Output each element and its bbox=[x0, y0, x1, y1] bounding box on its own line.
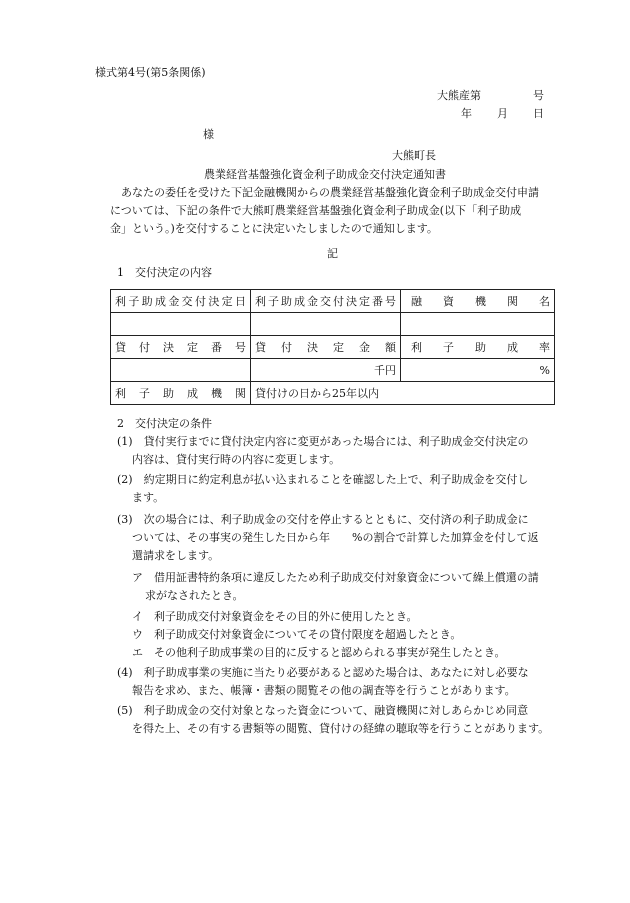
condition-3i: イ 利子助成交付対象資金をその目的外に使用したとき。 bbox=[132, 610, 418, 623]
intro-line-2: については、下記の条件で大熊町農業経営基盤強化資金利子助成金(以下「利子助成 bbox=[110, 204, 522, 217]
condition-3-line-3: 還請求をします。 bbox=[132, 549, 220, 562]
ki-heading: 記 bbox=[327, 247, 338, 260]
condition-3-line-2: ついては、その事実の発生した日から年 %の割合で計算した加算金を付して返 bbox=[132, 531, 539, 544]
cell-loan-decision-number bbox=[111, 359, 251, 382]
cell-subsidy-period: 貸付けの日から25年以内 bbox=[251, 382, 555, 405]
condition-1-line-2: 内容は、貸付実行時の内容に変更します。 bbox=[132, 453, 341, 466]
form-label: 様式第4号(第5条関係) bbox=[95, 66, 206, 79]
condition-1-line-1: (1) 貸付実行までに貸付決定内容に変更があった場合には、利子助成金交付決定の bbox=[117, 435, 529, 448]
intro-paragraph bbox=[110, 184, 539, 238]
condition-2-line-2: ます。 bbox=[132, 491, 165, 504]
condition-5-line-1: (5) 利子助成金の交付対象となった資金について、融資機関に対しあらかじめ同意 bbox=[117, 704, 529, 717]
document-number-prefix: 大熊産第 bbox=[437, 89, 481, 102]
date-day: 日 bbox=[533, 107, 544, 120]
decision-table bbox=[110, 289, 555, 405]
header-subsidy-period: 利子助成機関 bbox=[111, 382, 251, 405]
condition-4-line-1: (4) 利子助成事業の実施に当たり必要があると認めた場合は、あなたに対し必要な bbox=[117, 666, 529, 679]
cell-financial-institution bbox=[401, 313, 555, 336]
cell-subsidy-rate-unit: % bbox=[401, 359, 555, 382]
issuer: 大熊町長 bbox=[392, 149, 436, 162]
condition-3a-line-1: ア 借用証書特約条項に違反したため利子助成交付対象資金について繰上償還の請 bbox=[132, 571, 539, 584]
addressee-suffix: 様 bbox=[203, 128, 214, 141]
intro-line-3: 金」という。)を交付することに決定いたしましたので通知します。 bbox=[110, 222, 438, 235]
document-title: 農業経営基盤強化資金利子助成金交付決定通知書 bbox=[204, 168, 446, 181]
header-loan-decision-number: 貸付決定番号 bbox=[111, 336, 251, 359]
header-financial-institution: 融資機関名 bbox=[401, 290, 555, 313]
document-number-suffix: 号 bbox=[533, 89, 544, 102]
section1-heading: 1 交付決定の内容 bbox=[117, 266, 212, 279]
date-month: 月 bbox=[497, 107, 508, 120]
condition-3e: エ その他利子助成事業の目的に反すると認められる事実が発生したとき。 bbox=[132, 646, 506, 659]
condition-4-line-2: 報告を求め、また、帳簿・書類の閲覧その他の調査等を行うことがあります。 bbox=[132, 684, 516, 697]
condition-2-line-1: (2) 約定期日に約定利息が払い込まれることを確認した上で、利子助成金を交付し bbox=[117, 473, 529, 486]
intro-line-1: あなたの委任を受けた下記金融機関からの農業経営基盤強化資金利子助成金交付申請 bbox=[121, 186, 539, 199]
cell-loan-amount-unit: 千円 bbox=[251, 359, 401, 382]
section2-heading: 2 交付決定の条件 bbox=[117, 417, 212, 430]
cell-decision-date bbox=[111, 313, 251, 336]
condition-5-line-2: を得た上、その有する書類等の閲覧、貸付けの経緯の聴取等を行うことがあります。 bbox=[132, 722, 550, 735]
header-decision-number: 利子助成金交付決定番号 bbox=[251, 290, 401, 313]
condition-3a-line-2: 求がなされたとき。 bbox=[145, 589, 244, 602]
cell-decision-number bbox=[251, 313, 401, 336]
header-subsidy-rate: 利子助成率 bbox=[401, 336, 555, 359]
date-year: 年 bbox=[461, 107, 472, 120]
header-decision-date: 利子助成金交付決定日 bbox=[111, 290, 251, 313]
header-loan-amount: 貸付決定金額 bbox=[251, 336, 401, 359]
condition-3-line-1: (3) 次の場合には、利子助成金の交付を停止するとともに、交付済の利子助成金に bbox=[117, 513, 529, 526]
condition-3u: ウ 利子助成交付対象資金についてその貸付限度を超過したとき。 bbox=[132, 628, 462, 641]
